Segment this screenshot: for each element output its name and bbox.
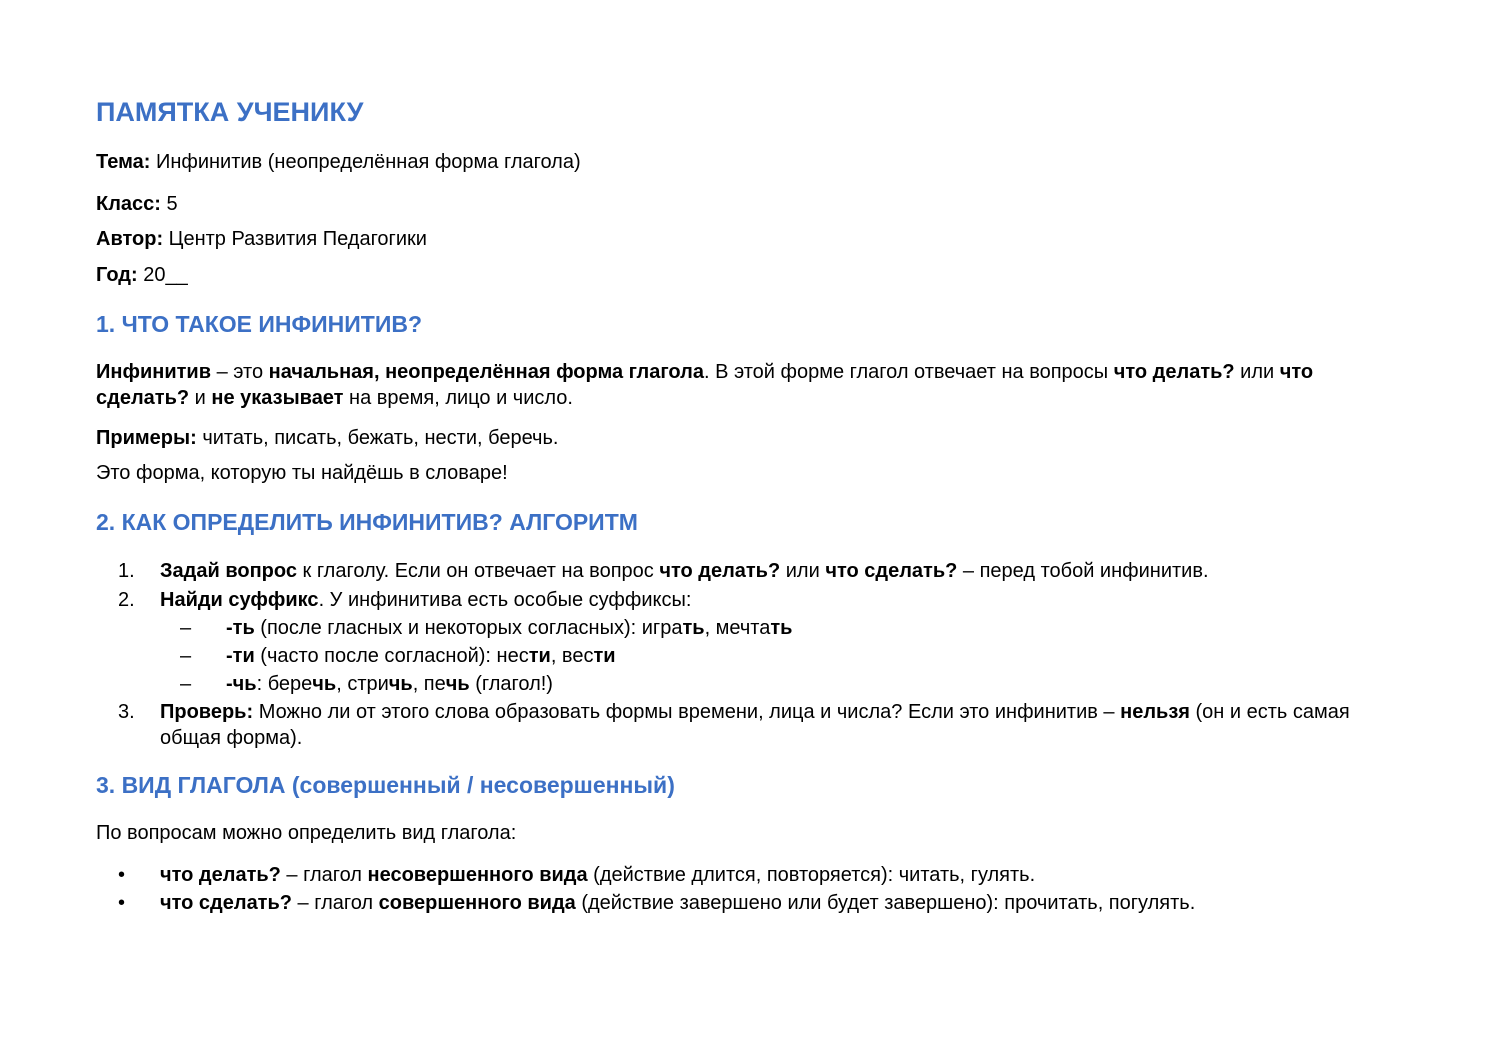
step2-text	[160, 587, 1400, 613]
section1-heading: 1. ЧТО ТАКОЕ ИНФИНИТИВ?	[96, 311, 423, 337]
def-bold-5: не указывает	[211, 387, 344, 409]
suffix3-text-3: , пе	[412, 673, 446, 695]
section3-heading: 3. ВИД ГЛАГОЛА (совершенный / несовершенный)	[96, 772, 675, 798]
step3-text-1: Можно ли от этого слова образовать формы времени, лица и числа? Если это инфинитив –	[253, 701, 1121, 723]
step1-text-2: или	[780, 560, 826, 582]
suffix3-bold-2: чь	[312, 673, 337, 695]
class-line	[96, 191, 178, 217]
suffix3-bold-3: чь	[388, 673, 413, 695]
suffix1-text-1: (после гласных и некоторых согласных): игра	[254, 617, 683, 639]
def-bold-4: что сделать?	[96, 361, 1314, 409]
aspect2-bold-2: совершенного вида	[378, 892, 576, 914]
step1-text	[160, 558, 1400, 584]
examples-value: читать, писать, бежать, нести, беречь.	[196, 427, 559, 449]
page-title: ПАМЯТКА УЧЕНИКУ	[96, 97, 364, 127]
suffix2-bold: -ти	[226, 645, 255, 667]
suffix2-dash: –	[180, 645, 192, 667]
suffix2-text	[226, 643, 616, 669]
def-bold-1: Инфинитив	[96, 361, 212, 383]
def-text-3: или	[1234, 361, 1280, 383]
suffix1-bold-3: ть	[770, 617, 793, 639]
suffix3-text-1: : бере	[256, 673, 313, 695]
step1-bold-3: что сделать?	[825, 560, 958, 582]
author-value: Центр Развития Педагогики	[163, 228, 427, 250]
step3-text	[160, 699, 1400, 751]
step1-bold-1: Задай вопрос	[160, 560, 297, 582]
topic-label: Тема:	[96, 151, 151, 173]
aspect1-text-1: – глагол	[280, 864, 368, 886]
examples-line	[96, 425, 558, 451]
definition-paragraph	[96, 359, 1396, 411]
step1-text-3: – перед тобой инфинитив.	[957, 560, 1209, 582]
class-label: Класс:	[96, 193, 161, 215]
suffix2-text-1: (часто после согласной): нес	[254, 645, 529, 667]
section3-intro: По вопросам можно определить вид глагола:	[96, 822, 517, 844]
def-bold-3: что делать?	[1113, 361, 1235, 383]
step2-text-1: . У инфинитива есть особые суффиксы:	[318, 589, 692, 611]
year-line	[96, 262, 188, 288]
suffix1-bold-2: ть	[682, 617, 705, 639]
suffix1-text-2: , мечта	[704, 617, 771, 639]
year-value: 20__	[137, 264, 188, 286]
author-line	[96, 226, 427, 252]
section2-heading: 2. КАК ОПРЕДЕЛИТЬ ИНФИНИТИВ? АЛГОРИТМ	[96, 509, 638, 535]
suffix3-text-2: , стри	[336, 673, 389, 695]
topic-line	[96, 149, 581, 175]
suffix1-bold: -ть	[226, 617, 255, 639]
bullet-1: •	[118, 864, 126, 886]
aspect1-text-2: (действие длится, повторяется): читать, гулять.	[587, 864, 1036, 886]
step3-bold-1: Проверь:	[160, 701, 254, 723]
aspect-item-1	[160, 862, 1400, 888]
suffix1-dash: –	[180, 617, 192, 639]
suffix3-text	[226, 671, 553, 697]
suffix3-bold: -чь	[226, 673, 257, 695]
bullet-2: •	[118, 892, 126, 914]
aspect1-bold-2: несовершенного вида	[367, 864, 588, 886]
author-label: Автор:	[96, 228, 164, 250]
step3-text-2: (он и есть самая общая форма).	[160, 701, 1350, 749]
suffix2-bold-3: ти	[593, 645, 616, 667]
suffix2-bold-2: ти	[528, 645, 551, 667]
year-label: Год:	[96, 264, 138, 286]
step2-bold-1: Найди суффикс	[160, 589, 319, 611]
def-text-4: и	[189, 387, 212, 409]
def-text-1: – это	[211, 361, 269, 383]
suffix2-text-2: , вес	[550, 645, 594, 667]
aspect2-text-1: – глагол	[292, 892, 379, 914]
step1-bold-2: что делать?	[659, 560, 781, 582]
examples-label: Примеры:	[96, 427, 197, 449]
suffix3-bold-4: чь	[445, 673, 470, 695]
def-text-5: на время, лицо и число.	[343, 387, 573, 409]
aspect1-bold-1: что делать?	[160, 864, 281, 886]
def-text-2: . В этой форме глагол отвечает на вопросы	[703, 361, 1114, 383]
step2-number: 2.	[118, 589, 135, 611]
step3-bold-2: нельзя	[1120, 701, 1190, 723]
def-bold-2: начальная, неопределённая форма глагола	[268, 361, 704, 383]
suffix3-text-4: (глагол!)	[469, 673, 553, 695]
dictionary-note: Это форма, которую ты найдёшь в словаре!	[96, 462, 508, 484]
step1-text-1: к глаголу. Если он отвечает на вопрос	[296, 560, 660, 582]
suffix3-dash: –	[180, 673, 192, 695]
step3-number: 3.	[118, 701, 135, 723]
aspect2-bold-1: что сделать?	[160, 892, 292, 914]
class-value: 5	[160, 193, 178, 215]
step1-number: 1.	[118, 560, 135, 582]
aspect-item-2	[160, 890, 1400, 916]
aspect2-text-2: (действие завершено или будет завершено): прочитать, погулять.	[575, 892, 1196, 914]
topic-value: Инфинитив (неопределённая форма глагола)	[150, 151, 581, 173]
suffix1-text	[226, 615, 792, 641]
